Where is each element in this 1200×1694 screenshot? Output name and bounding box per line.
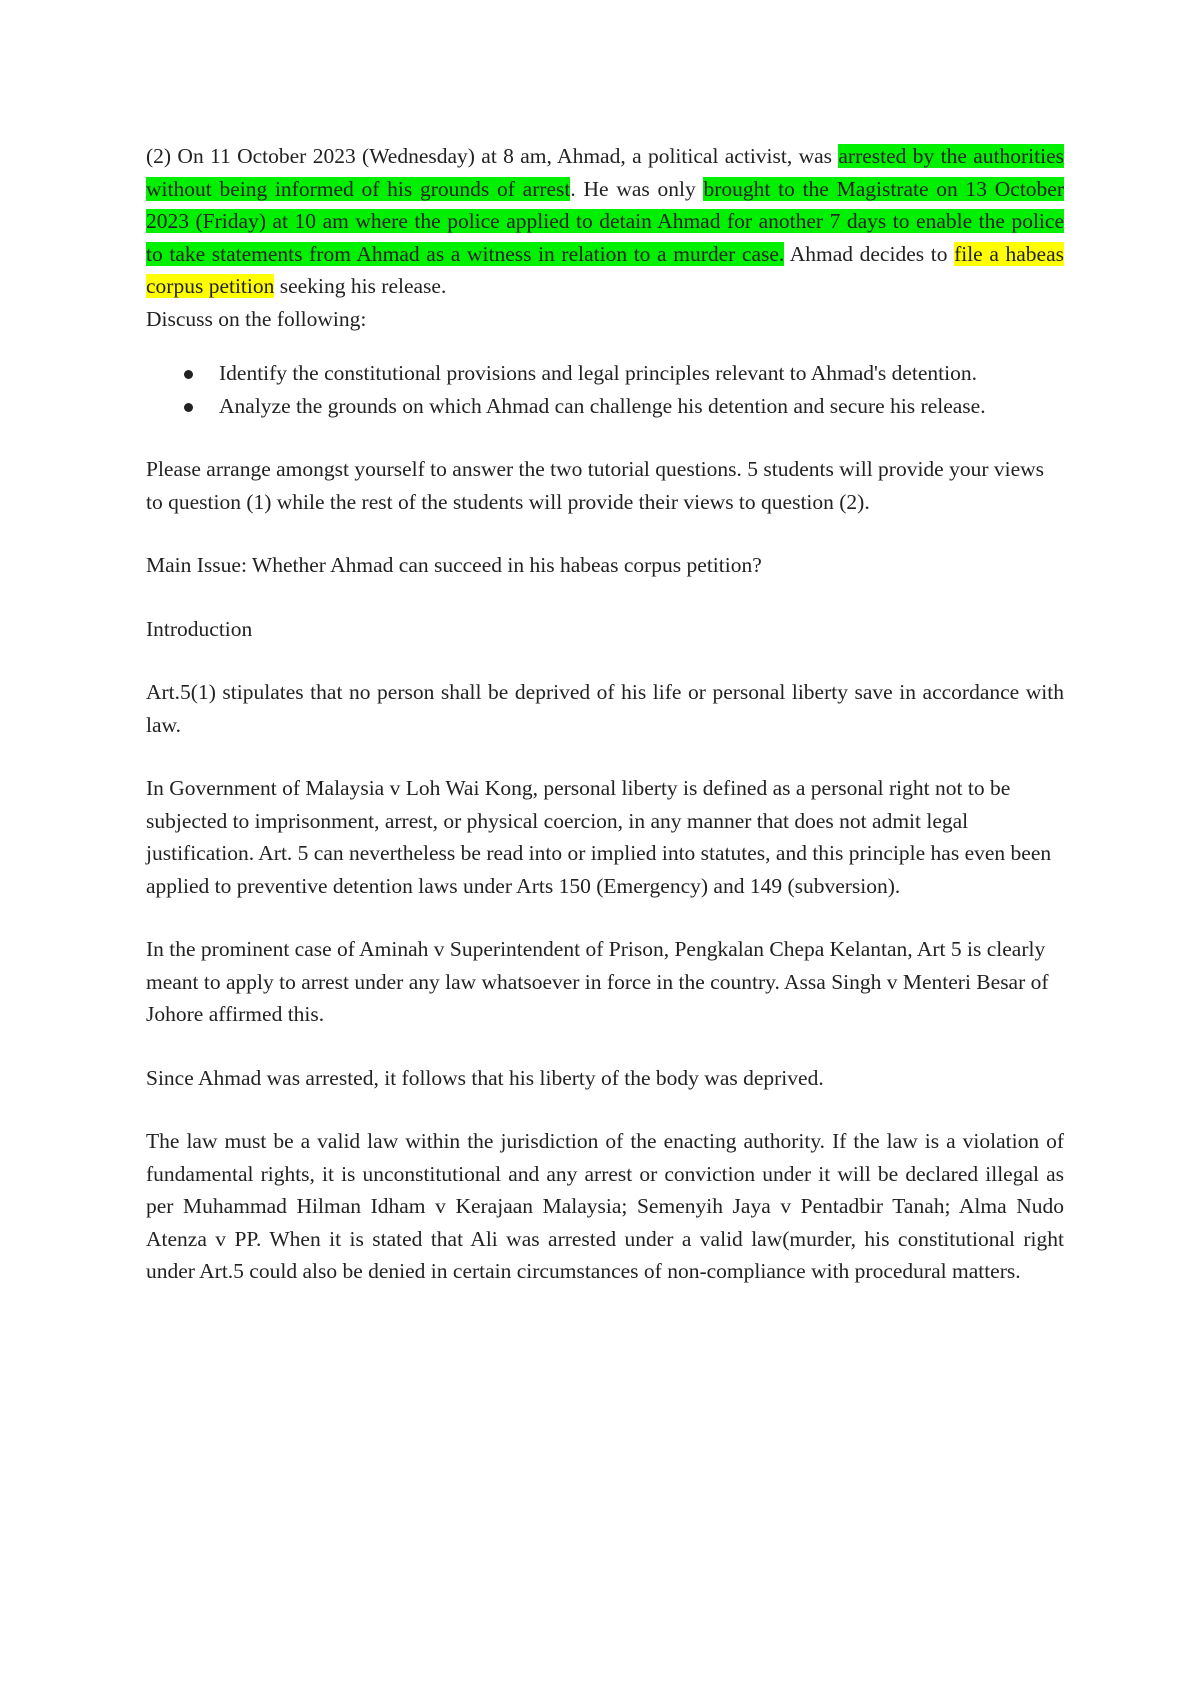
main-issue: Main Issue: Whether Ahmad can succeed in his habeas corpus petition? (146, 553, 762, 577)
document-page (146, 140, 1064, 1319)
list-item (146, 390, 1064, 423)
loh-wai-kong-paragraph: In Government of Malaysia v Loh Wai Kong, personal liberty is defined as a personal right not to be subjected to imprisonment, arrest, or physical coercion, in any manner that does not admit legal justification. Art. 5 can nevertheless be read into or implied into statutes, and this principle has even been applied to preventive detention laws under Arts 150 (Emergency) and 149 (subversion). (146, 776, 1052, 898)
highlight-arrest: arrested by the authorities without being informed of his grounds of arrest (146, 144, 1064, 201)
arrangement-paragraph: Please arrange amongst yourself to answer the two tutorial questions. 5 students will provide your views to question (1) while the rest of the students will provide their views to question (2). (146, 457, 1045, 514)
aminah-paragraph: In the prominent case of Aminah v Superintendent of Prison, Pengkalan Chepa Kelantan, Art 5 is clearly meant to apply to arrest under any law whatsoever in force in the country. Assa Singh v Menteri Besar of Johore affirmed this. (146, 937, 1049, 1026)
discuss-intro: Discuss on the following: (146, 306, 367, 331)
list-item-text: Analyze the grounds on which Ahmad can challenge his detention and secure his release. (219, 393, 986, 418)
question-2-text: Ahmad decides to (784, 241, 955, 266)
question-2-paragraph (146, 140, 1064, 303)
list-item-text: Identify the constitutional provisions and legal principles relevant to Ahmad's detention. (219, 361, 978, 385)
introduction-heading: Introduction (146, 616, 253, 641)
valid-law-paragraph: The law must be a valid law within the jurisdiction of the enacting authority. If the law is a violation of fundamental rights, it is unconstitutional and any arrest or conviction under it will be declared illegal as per Muhammad Hilman Idham v Kerajaan Malaysia; Semenyih Jaya v Pentadbir Tanah; Alma Nudo Atenza v PP. When it is stated that Ali was arrested under a valid law(murder, his constitutional right under Art.5 could also be denied in certain circumstances of non-compliance with procedural matters. (146, 1129, 1064, 1283)
question-2-text: . He was only (570, 176, 704, 201)
discussion-list (146, 357, 1064, 422)
art5-paragraph: Art.5(1) stipulates that no person shall be deprived of his life or personal liberty save in accordance with law. (146, 680, 1064, 737)
deprived-paragraph: Since Ahmad was arrested, it follows that his liberty of the body was deprived. (146, 1065, 824, 1090)
question-2-text: (2) On 11 October 2023 (Wednesday) at 8 am, Ahmad, a political activist, was (146, 144, 839, 168)
question-2-text: seeking his release. (274, 274, 447, 298)
list-item (146, 357, 1064, 390)
bullet-icon (184, 403, 193, 412)
highlight-habeas-corpus: file a habeas corpus petition (146, 241, 1065, 298)
bullet-icon (184, 370, 193, 379)
highlight-magistrate: brought to the Magistrate on 13 October 2023 (Friday) at 10 am where the police applied to detain Ahmad for another 7 days to enable the police to take statements from Ahmad as a witness in relation to a murder case. (146, 176, 1064, 266)
